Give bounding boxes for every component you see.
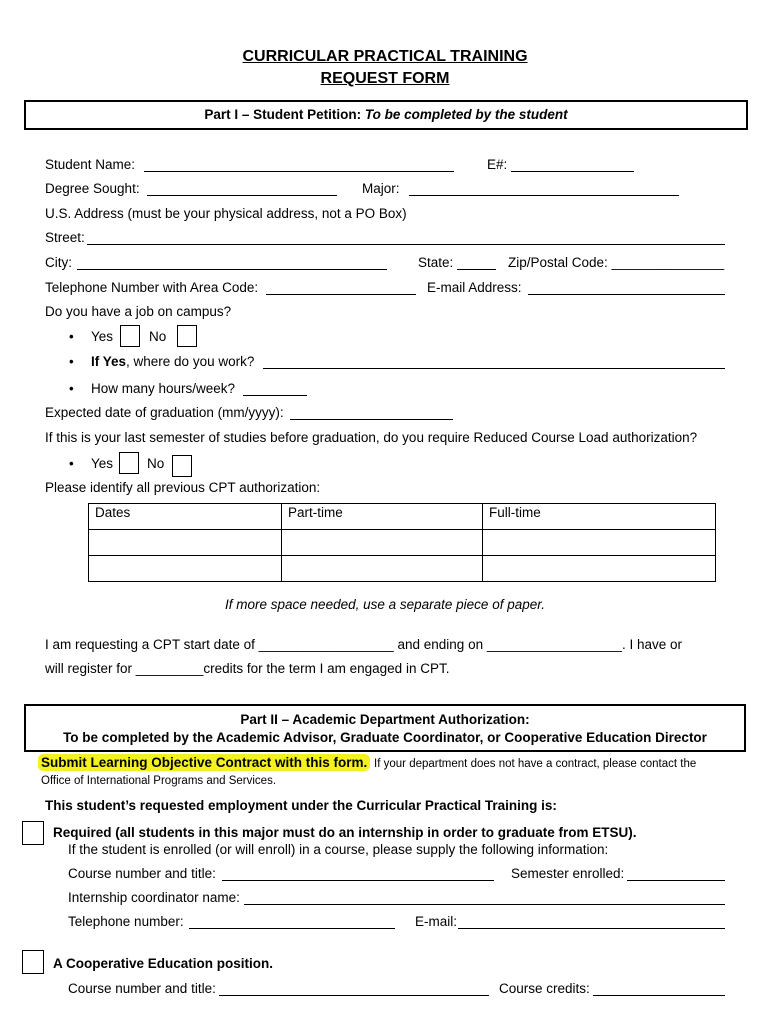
part2-header-box: [24, 704, 746, 752]
coordinator-telephone-field[interactable]: [189, 928, 395, 929]
part1-header-box: [24, 100, 748, 130]
job-no-label: No: [149, 329, 167, 344]
table-cell[interactable]: [483, 556, 716, 582]
previous-cpt-label: Please identify all previous CPT authorization:: [45, 480, 321, 495]
e-number-label: E#:: [487, 157, 508, 172]
part1-heading: Part I – Student Petition: To be completed by the student: [204, 107, 568, 122]
course-title-label: Course number and title:: [68, 866, 216, 881]
table-note: If more space needed, use a separate piece of paper.: [225, 597, 545, 612]
employment-statement: This student’s requested employment under the Curricular Practical Training is:: [45, 798, 557, 813]
hours-week-label: • How many hours/week?: [91, 381, 235, 396]
job-yes-checkbox[interactable]: [120, 325, 140, 347]
rcl-no-label: No: [147, 456, 165, 471]
part2-heading: Part II – Academic Department Authorization:: [240, 712, 530, 727]
coop-checkbox[interactable]: [22, 950, 44, 974]
us-address-label: U.S. Address (must be your physical address, not a PO Box): [45, 206, 407, 221]
street-label: Street:: [45, 230, 85, 245]
coop-course-title-label: Course number and title:: [68, 981, 216, 996]
course-title-field[interactable]: [222, 880, 494, 881]
coordinator-field[interactable]: [244, 904, 725, 905]
student-name-field[interactable]: [144, 171, 454, 172]
telephone-field[interactable]: [266, 294, 416, 295]
coordinator-email-label: E-mail:: [415, 914, 458, 929]
state-label: State:: [418, 255, 454, 270]
office-international-note: Office of International Programs and Services.: [41, 775, 277, 787]
form-title-line2: REQUEST FORM: [320, 70, 450, 87]
coordinator-label: Internship coordinator name:: [68, 890, 240, 905]
coop-course-title-field[interactable]: [219, 995, 489, 996]
grad-date-field[interactable]: [290, 419, 453, 420]
table-row: [89, 530, 716, 556]
degree-sought-field[interactable]: [147, 195, 337, 196]
table-header-row: [89, 504, 716, 530]
state-field[interactable]: [457, 269, 496, 270]
cpt-request-line1: I am requesting a CPT start date of __________________ and ending on __________________. I have or: [45, 637, 683, 652]
work-location-field[interactable]: [263, 368, 725, 369]
semester-enrolled-field[interactable]: [627, 880, 725, 881]
rcl-no-checkbox[interactable]: [172, 455, 192, 477]
table-cell[interactable]: [282, 530, 483, 556]
table-header-dates: Dates: [89, 504, 282, 530]
zip-label[interactable]: Zip/Postal Code: _______________: [508, 255, 725, 270]
part2-subheading: To be completed by the Academic Advisor, Graduate Coordinator, or Cooperative Education Director: [63, 730, 707, 745]
table-cell[interactable]: [89, 530, 282, 556]
telephone-label: Telephone Number with Area Code:: [45, 280, 259, 295]
email-field[interactable]: [528, 294, 725, 295]
required-checkbox[interactable]: [22, 821, 44, 845]
coop-label: A Cooperative Education position.: [53, 956, 274, 971]
required-label: Required (all students in this major must do an internship in order to graduate from ETSU).: [53, 825, 637, 840]
grad-date-label: Expected date of graduation (mm/yyyy):: [45, 405, 284, 420]
coordinator-email-field[interactable]: [458, 928, 725, 929]
job-on-campus-question: Do you have a job on campus?: [45, 304, 232, 319]
table-row: [89, 556, 716, 582]
cpt-request-line2: will register for _________credits for the term I am engaged in CPT.: [45, 661, 450, 676]
rcl-yes-checkbox[interactable]: [119, 452, 139, 474]
coop-course-credits-field[interactable]: [593, 995, 725, 996]
degree-sought-label: Degree Sought:: [45, 181, 140, 196]
coop-course-credits-label: Course credits:: [499, 981, 590, 996]
city-field[interactable]: [77, 269, 387, 270]
semester-enrolled-label: Semester enrolled:: [511, 866, 625, 881]
major-label: Major:: [362, 181, 400, 196]
if-yes-work-label: • If Yes, where do you work?: [91, 354, 254, 369]
job-no-checkbox[interactable]: [177, 325, 197, 347]
submit-contract-note: Submit Learning Objective Contract with this form. If your department does not have a contract, please contact the: [38, 755, 696, 770]
email-label: E-mail Address:: [427, 280, 522, 295]
reduced-course-load-question: If this is your last semester of studies before graduation, do you require Reduced Course Load authorization?: [45, 430, 698, 445]
street-field[interactable]: [87, 244, 725, 245]
form-title-line1: CURRICULAR PRACTICAL TRAINING: [242, 48, 528, 65]
major-field[interactable]: [409, 195, 679, 196]
previous-cpt-table: [88, 503, 716, 582]
table-cell[interactable]: [89, 556, 282, 582]
table-header-full-time: Full-time: [483, 504, 716, 530]
submit-contract-highlight: Submit Learning Objective Contract with this form.: [38, 754, 370, 771]
table-header-part-time: Part-time: [282, 504, 483, 530]
table-cell[interactable]: [282, 556, 483, 582]
required-note: If the student is enrolled (or will enroll) in a course, please supply the following information:: [68, 842, 609, 857]
table-cell[interactable]: [483, 530, 716, 556]
city-label: City:: [45, 255, 72, 270]
job-yes-label: • Yes: [91, 329, 113, 344]
hours-week-field[interactable]: [243, 395, 307, 396]
rcl-yes-label: • Yes: [91, 456, 113, 471]
e-number-field[interactable]: [511, 171, 634, 172]
coordinator-telephone-label: Telephone number:: [68, 914, 184, 929]
student-name-label: Student Name:: [45, 157, 136, 172]
